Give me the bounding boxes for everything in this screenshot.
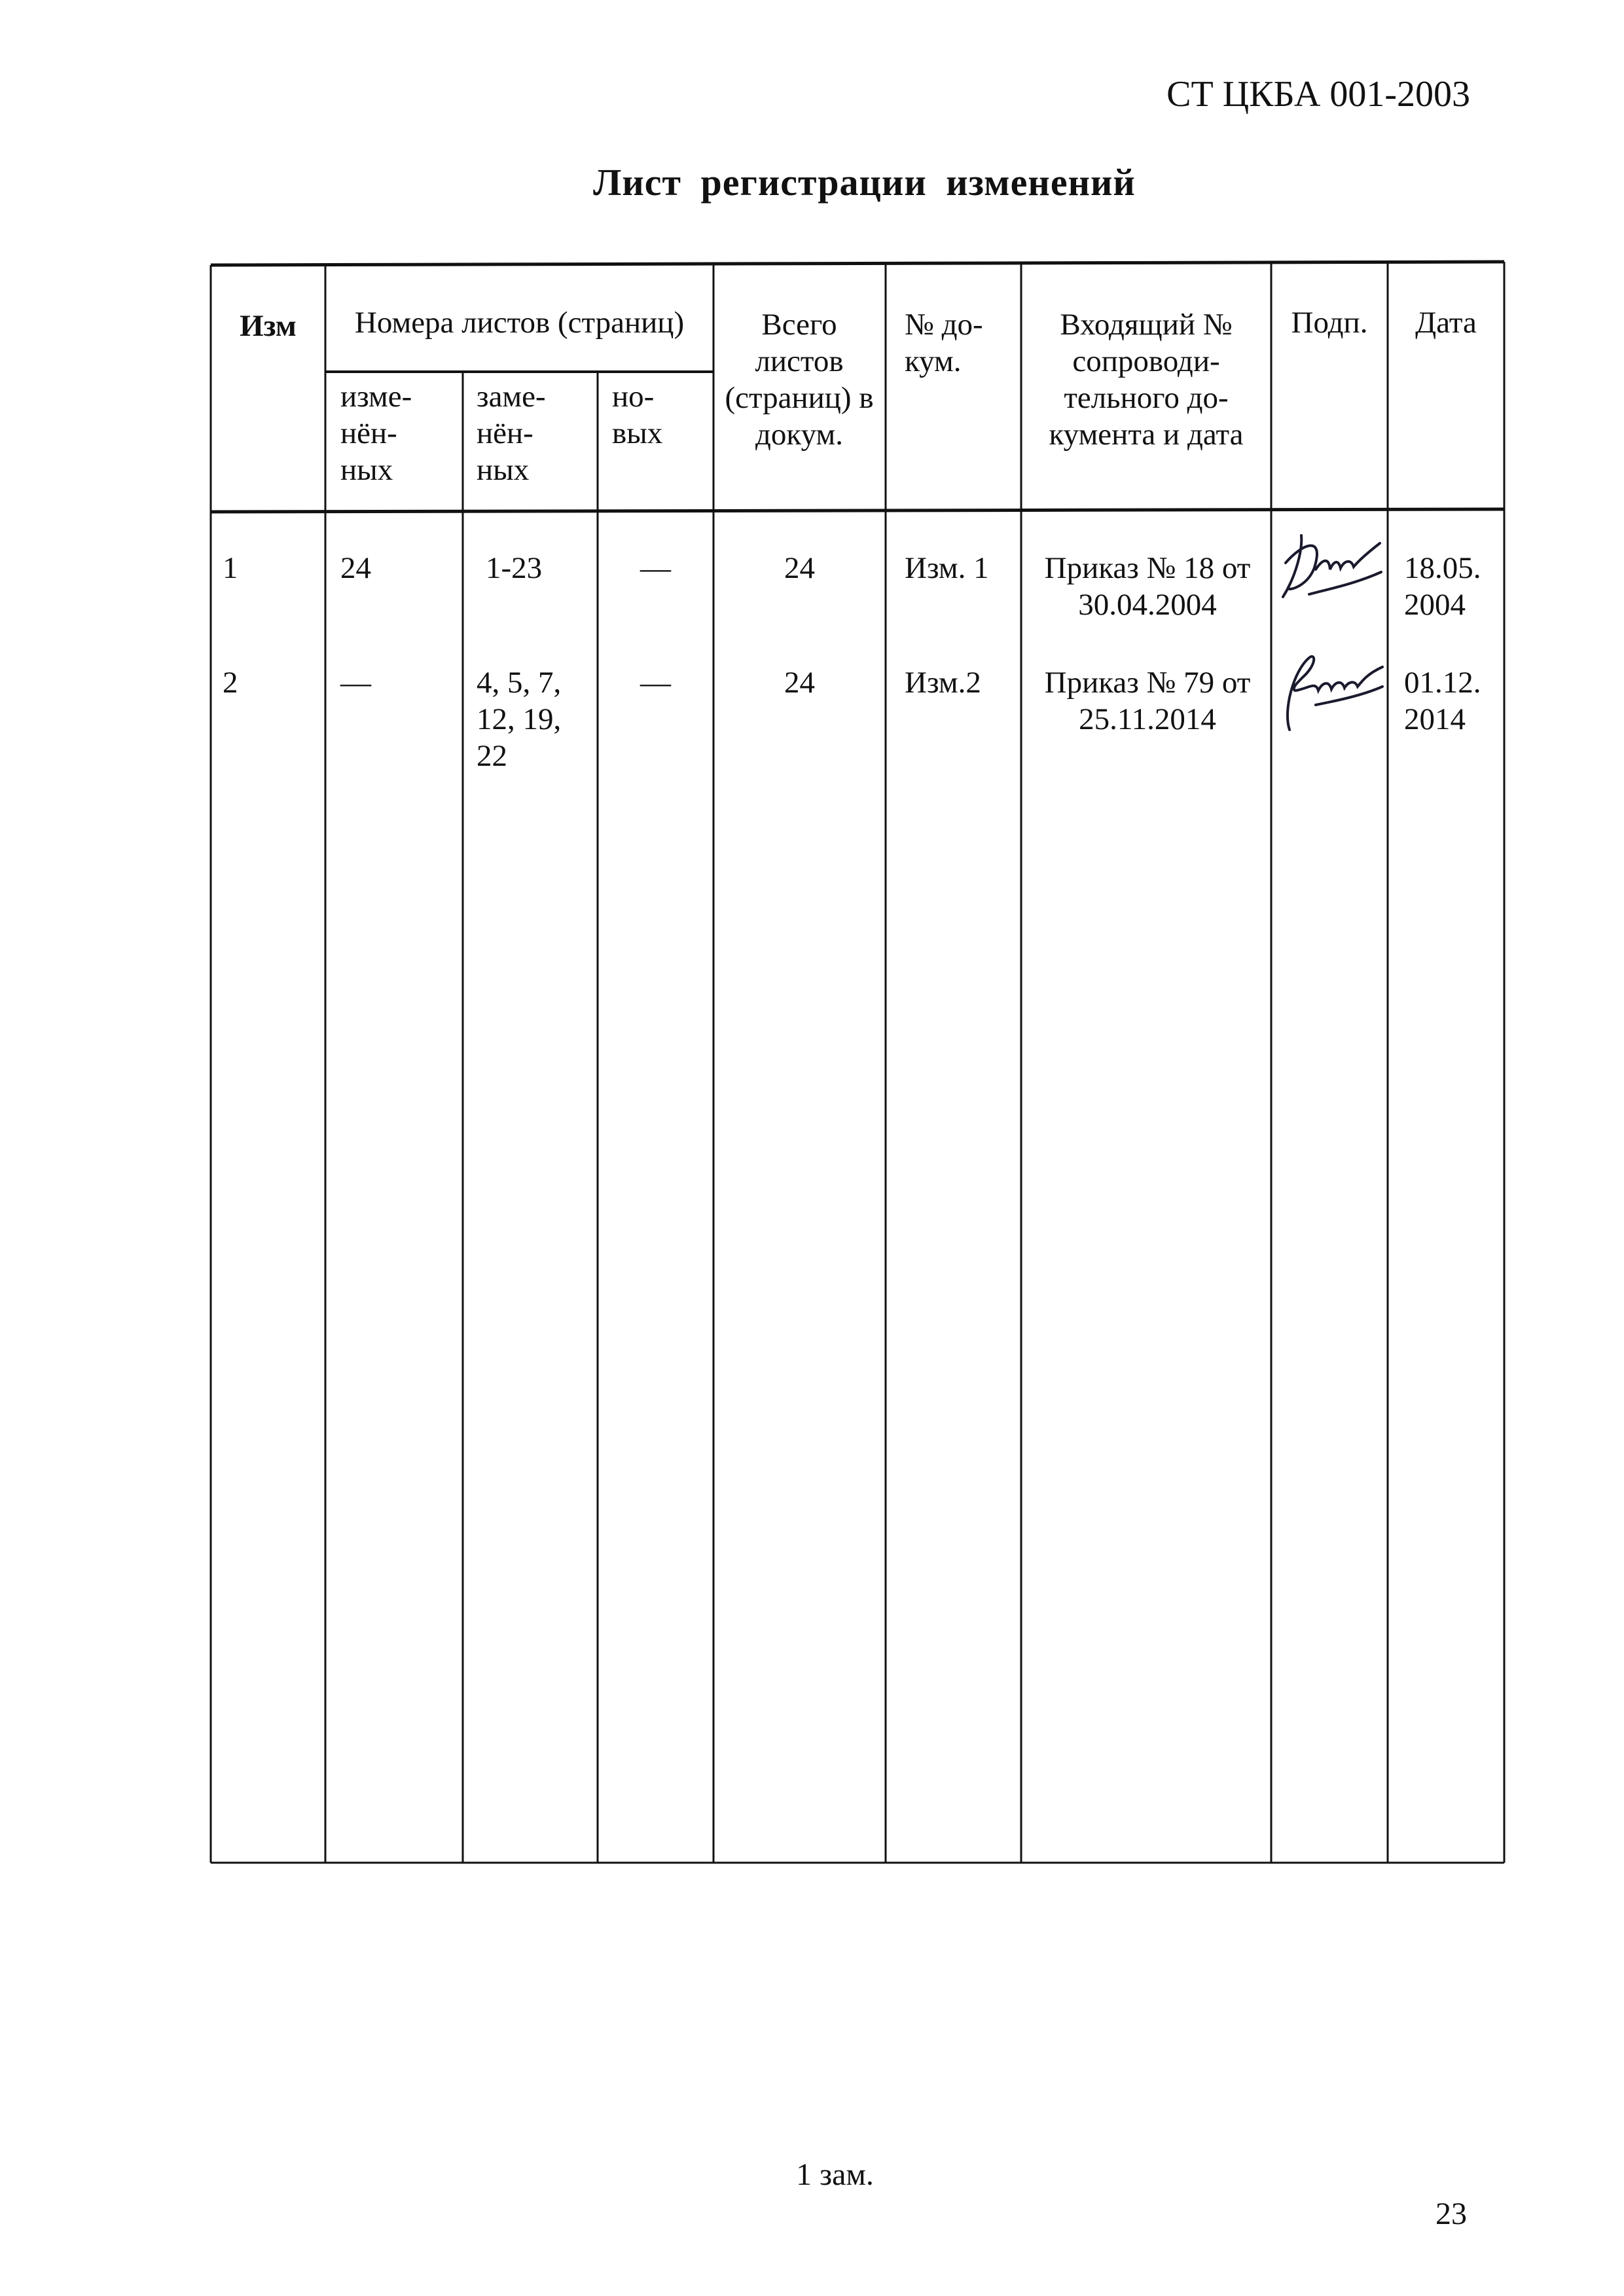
header-signature: Подп. (1291, 306, 1368, 340)
row1-new: — (640, 551, 671, 585)
page-number: 23 (1435, 2197, 1467, 2231)
row2-replaced: 4, 5, 7, 12, 19, 22 (477, 666, 562, 773)
header-replaced: заме- нён- ных (477, 380, 546, 487)
header-incoming-document: Входящий № сопроводи- тельного до- кумента и дата (1049, 308, 1244, 452)
footer-change-note: 1 зам. (796, 2157, 874, 2192)
header-total-sheets: Всего листов (страниц) в докум. (725, 308, 874, 452)
header-new: но- вых (612, 380, 663, 450)
row1-incoming: Приказ № 18 от 30.04.2004 (1044, 551, 1251, 622)
row1-total: 24 (784, 551, 815, 585)
page-title: Лист регистрации изменений (593, 161, 1136, 204)
row2-signature (1270, 645, 1388, 743)
row2-changed: — (340, 666, 371, 700)
row1-signature (1270, 524, 1388, 609)
row1-izm: 1 (223, 551, 238, 585)
row2-doc-number: Изм.2 (905, 666, 981, 700)
row2-izm: 2 (223, 666, 238, 700)
row2-date: 01.12. 2014 (1404, 666, 1481, 736)
row2-total: 24 (784, 666, 815, 700)
row1-replaced: 1-23 (486, 551, 543, 585)
header-date: Дата (1415, 306, 1477, 340)
row1-doc-number: Изм. 1 (905, 551, 989, 585)
row1-changed: 24 (340, 551, 371, 585)
row1-date: 18.05. 2004 (1404, 551, 1481, 622)
row2-new: — (640, 666, 671, 700)
header-izm: Изм (240, 309, 297, 343)
header-doc-number: № до- кум. (905, 308, 983, 378)
header-sheet-numbers: Номера листов (страниц) (354, 306, 685, 340)
row2-incoming: Приказ № 79 от 25.11.2014 (1044, 666, 1251, 736)
header-changed: изме- нён- ных (340, 380, 412, 487)
document-code: СТ ЦКБА 001-2003 (1166, 74, 1470, 115)
